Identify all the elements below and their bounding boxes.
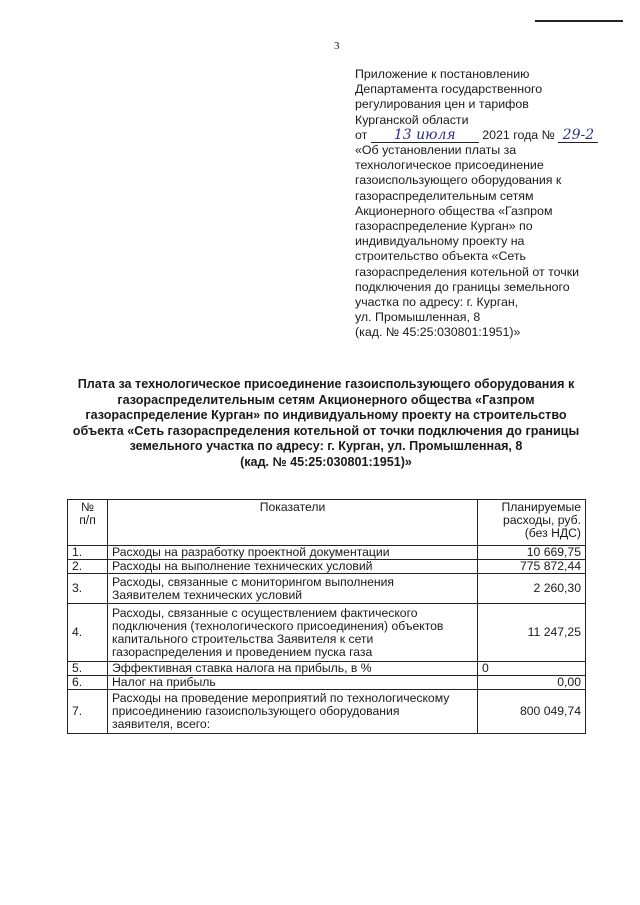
appendix-subject-line: «Об установлении платы за: [355, 143, 517, 158]
row-value: 11 247,25: [478, 604, 586, 662]
row-value: 775 872,44: [478, 560, 586, 574]
row-desc-line: Расходы на разработку проектной документации: [112, 545, 390, 559]
row-num: 7.: [68, 690, 108, 734]
row-desc: [108, 560, 478, 574]
header-num-line2: п/п: [79, 513, 96, 527]
table-row: [68, 574, 586, 604]
appendix-subject-line: газораспределение Курган» по: [355, 219, 533, 234]
header-indicators: Показатели: [108, 500, 478, 546]
appendix-subject-line: подключения до границы земельного: [355, 279, 570, 294]
date-field: [371, 126, 479, 143]
appendix-subject-line: участка по адресу: г. Курган,: [355, 295, 519, 310]
row-desc-line: Налог на прибыль: [112, 675, 216, 689]
title-line: земельного участка по адресу: г. Курган, ул. Промышленная, 8: [129, 439, 523, 454]
appendix-subject-line: (кад. № 45:25:030801:1951)»: [355, 325, 521, 340]
row-desc: [108, 546, 478, 560]
table-row: [68, 546, 586, 560]
table-row: [68, 604, 586, 662]
appendix-subject-line: газоиспользующего оборудования к: [355, 173, 562, 188]
row-desc: [108, 574, 478, 604]
appendix-date-line: [355, 128, 625, 143]
appendix-line: Департамента государственного: [355, 82, 543, 97]
row-desc: [108, 662, 478, 676]
header-num: [68, 500, 108, 546]
title-line: объекта «Сеть газораспределения котельной от точки подключения до границы: [72, 423, 580, 438]
row-desc-line: Расходы, связанные с мониторингом выполнения: [112, 574, 395, 589]
row-desc: [108, 676, 478, 690]
row-value: 10 669,75: [478, 546, 586, 560]
row-num: 3.: [68, 574, 108, 604]
title-line: газораспределение Курган» по индивидуальному проекту на строительство: [85, 408, 567, 423]
appendix-subject-line: газораспределения котельной от точки: [355, 264, 580, 279]
appendix-subject-line: Акционерного общества «Газпром: [355, 203, 553, 218]
row-desc-line: капитального строительства Заявителя к сети: [112, 631, 374, 646]
costs-table: [67, 499, 586, 734]
row-desc-line: Расходы, связанные с осуществлением фактического: [112, 605, 418, 620]
row-num: 6.: [68, 676, 108, 690]
row-desc-line: заявителя, всего:: [112, 717, 211, 731]
row-desc-line: Расходы на проведение мероприятий по технологическому: [112, 691, 450, 705]
page-number: 3: [334, 40, 340, 52]
row-desc-line: Эффективная ставка налога на прибыль, в %: [112, 661, 372, 675]
row-desc: [108, 604, 478, 662]
row-desc-line: Расходы на выполнение технических условий: [112, 559, 373, 573]
row-value: 800 049,74: [478, 690, 586, 734]
appendix-line: Курганской области: [355, 112, 469, 127]
row-desc-line: газораспределения и проведением пуска газа: [112, 644, 373, 659]
appendix-subject-line: технологическое присоединение: [355, 158, 544, 173]
appendix-line: регулирования цен и тарифов: [355, 97, 529, 112]
header-costs: [478, 500, 586, 546]
row-value: 0: [478, 662, 586, 676]
row-value: 2 260,30: [478, 574, 586, 604]
title-line: газораспределительным сетям Акционерного общества «Газпром: [117, 392, 535, 407]
handwritten-date: 13 июля: [393, 126, 456, 143]
row-desc: [108, 690, 478, 734]
header-costs-line3: (без НДС): [524, 526, 581, 540]
appendix-subject-line: газораспределительным сетям: [355, 188, 534, 203]
table-row: [68, 560, 586, 574]
header-costs-line1: Планируемые: [501, 500, 581, 514]
document-title: [60, 377, 592, 471]
table-row: [68, 662, 586, 676]
appendix-block: [355, 67, 625, 341]
row-num: 5.: [68, 662, 108, 676]
row-desc-line: присоединению газоиспользующего оборудования: [112, 704, 400, 718]
number-field: [558, 126, 598, 143]
appendix-subject-line: индивидуальному проекту на: [355, 234, 525, 249]
header-costs-line2: расходы, руб.: [503, 513, 581, 527]
date-prefix: от: [355, 127, 368, 142]
row-num: 4.: [68, 604, 108, 662]
handwritten-number: 29-2: [562, 126, 595, 143]
top-rule: [535, 20, 623, 22]
table-row: [68, 676, 586, 690]
header-num-line1: №: [80, 500, 95, 514]
row-num: 2.: [68, 560, 108, 574]
table-header-row: [68, 500, 586, 546]
appendix-subject-line: строительство объекта «Сеть: [355, 249, 527, 264]
table-row: [68, 690, 586, 734]
row-num: 1.: [68, 546, 108, 560]
row-value: 0,00: [478, 676, 586, 690]
appendix-subject-line: ул. Промышленная, 8: [355, 310, 481, 325]
title-line: (кад. № 45:25:030801:1951)»: [240, 454, 412, 469]
year-text: 2021 года №: [482, 127, 555, 142]
appendix-line: Приложение к постановлению: [355, 67, 530, 81]
title-line: Плата за технологическое присоединение газоиспользующего оборудования к: [77, 377, 575, 391]
row-desc-line: Заявителем технических условий: [112, 587, 303, 602]
row-desc-line: подключения (технологического присоединения) объектов: [112, 618, 444, 633]
